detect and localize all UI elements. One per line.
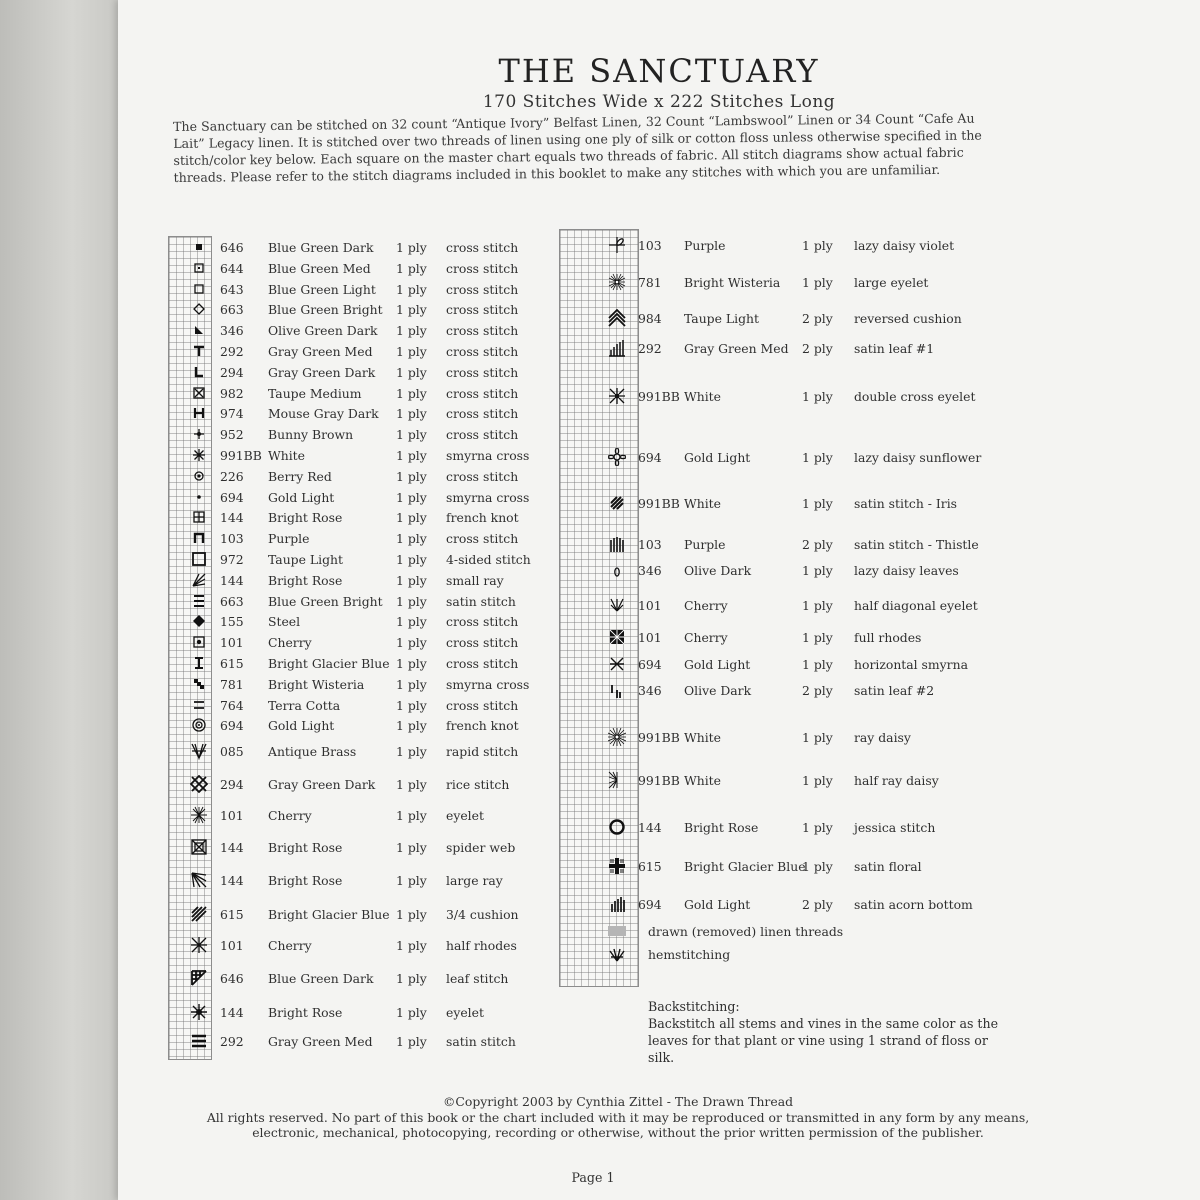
- t-shape-icon: [190, 342, 208, 360]
- key-stitch-type: smyrna cross: [446, 676, 530, 692]
- n-shape-icon: [190, 529, 208, 547]
- key-code: 781: [220, 676, 244, 692]
- key-ply: 1 ply: [396, 676, 427, 692]
- jessica-stitch-icon: [608, 818, 626, 836]
- x-box-icon: [190, 384, 208, 402]
- equals-icon: [190, 696, 208, 714]
- key-ply: 2 ply: [802, 683, 833, 698]
- key-stitch-type: cross stitch: [446, 697, 519, 713]
- key-stitch-type: cross stitch: [446, 240, 519, 255]
- page-number: Page 1: [571, 1170, 615, 1185]
- key-ply: 1 ply: [802, 820, 833, 835]
- intro-paragraph: The Sanctuary can be stitched on 32 count “Antique Ivory” Belfast Linen, 32 Count “Lambswool” Linen or 34 Count “Cafe Au Lait” Legacy linen. It is stitched over two threads of linen using one ply of silk or cotton floss unless otherwise specified in the stitch/color key below. Each square on the master chart equals two threads of fabric. All stitch diagrams show actual fabric threads. Please refer to the stitch diagrams included in this booklet to make any stitches with which you are unfamiliar.: [173, 110, 982, 185]
- key-ply: 1 ply: [396, 744, 427, 759]
- key-ply: 1 ply: [396, 777, 427, 792]
- copyright-block: [178, 1094, 1058, 1141]
- key-ply: 1 ply: [802, 275, 833, 290]
- key-ply: 1 ply: [396, 907, 427, 922]
- key-code: 292: [220, 344, 244, 359]
- cushion-icon: [190, 905, 208, 923]
- key-stitch-type: ray daisy: [854, 730, 911, 745]
- key-stitch-type: cross stitch: [446, 302, 519, 318]
- diamond-icon: [190, 300, 208, 318]
- key-ply: 1 ply: [396, 552, 427, 567]
- key-code: 694: [638, 897, 662, 912]
- key-color-name: Bright Glacier Blue: [684, 859, 806, 874]
- satin-iris-icon: [608, 494, 626, 512]
- key-color-name: Gold Light: [268, 489, 335, 505]
- satin-floral-icon: [608, 857, 626, 875]
- key-stitch-type: cross stitch: [446, 323, 519, 339]
- large-open-square-icon: [190, 550, 208, 568]
- ring-dot-icon: [190, 467, 208, 485]
- key-code: 346: [220, 323, 244, 339]
- key-code: 643: [220, 281, 244, 297]
- key-code: 292: [638, 341, 662, 356]
- plus-dot-icon: [190, 425, 208, 443]
- key-color-name: Gray Green Dark: [268, 364, 376, 380]
- key-stitch-type: cross stitch: [446, 385, 519, 401]
- key-color-name: Taupe Medium: [268, 385, 362, 401]
- small-ray-icon: [190, 571, 208, 589]
- key-ply: 1 ply: [802, 630, 833, 645]
- key-stitch-type: smyrna cross: [446, 489, 530, 505]
- key-color-name: White: [684, 773, 721, 788]
- key-stitch-type: cross stitch: [446, 531, 519, 547]
- spider-web-icon: [190, 838, 208, 856]
- key-code: 615: [220, 656, 244, 671]
- eyelet-icon: [190, 806, 208, 824]
- key-ply: 1 ply: [396, 364, 427, 380]
- right-key-grid: [559, 229, 639, 987]
- key-code: 103: [220, 531, 244, 547]
- key-color-name: Olive Dark: [684, 563, 752, 578]
- key-ply: 2 ply: [802, 311, 833, 326]
- key-ply: 1 ply: [802, 730, 833, 745]
- key-code: 646: [220, 240, 244, 255]
- key-stitch-type: smyrna cross: [446, 448, 530, 463]
- key-color-name: Purple: [684, 238, 726, 253]
- key-color-name: White: [684, 389, 721, 404]
- key-code: 615: [638, 859, 662, 874]
- key-color-name: Blue Green Bright: [268, 593, 383, 609]
- lazy-daisy-icon: [608, 236, 626, 254]
- key-code: 694: [638, 450, 662, 465]
- key-color-name: Cherry: [684, 630, 728, 645]
- key-code: 952: [220, 427, 244, 443]
- key-code: 294: [220, 364, 244, 380]
- key-color-name: Antique Brass: [268, 744, 357, 759]
- key-code: 764: [220, 697, 244, 713]
- key-code: 991BB: [638, 389, 680, 404]
- key-code: 346: [638, 683, 662, 698]
- key-ply: 1 ply: [802, 657, 833, 672]
- filled-diamond-icon: [190, 612, 208, 630]
- key-stitch-type: satin acorn bottom: [854, 897, 973, 912]
- key-ply: 2 ply: [802, 341, 833, 356]
- key-color-name: Gold Light: [268, 718, 335, 734]
- hemstitching-label: hemstitching: [648, 947, 731, 962]
- key-color-name: Cherry: [268, 808, 312, 823]
- key-color-name: Gray Green Med: [684, 341, 789, 356]
- key-ply: 2 ply: [802, 537, 833, 552]
- grid-dot-icon: [190, 508, 208, 526]
- key-code: 155: [220, 614, 244, 630]
- key-code: 991BB: [220, 448, 262, 463]
- key-stitch-type: french knot: [446, 718, 519, 734]
- key-color-name: Gold Light: [684, 657, 751, 672]
- i-beam-icon: [190, 654, 208, 672]
- key-stitch-type: small ray: [446, 572, 504, 588]
- key-stitch-type: half rhodes: [446, 938, 517, 953]
- half-rhodes-icon: [190, 936, 208, 954]
- booklet-page: [118, 0, 1200, 1200]
- key-color-name: White: [684, 730, 721, 745]
- diagonal-dots-icon: [190, 675, 208, 693]
- key-color-name: Bright Rose: [268, 840, 343, 855]
- key-code: 292: [220, 1034, 244, 1049]
- key-stitch-type: cross stitch: [446, 614, 519, 630]
- rights-text: All rights reserved. No part of this book or the chart included with it may be reproduced or transmitted in any form by any means, electronic, mechanical, photocopying, recording or otherwise, without the prior written permission of the publisher.: [206, 1109, 1030, 1140]
- key-code: 101: [638, 630, 662, 645]
- key-color-name: White: [268, 448, 305, 463]
- key-stitch-type: cross stitch: [446, 344, 519, 359]
- corner-triangle-icon: [190, 321, 208, 339]
- full-rhodes-icon: [608, 628, 626, 646]
- key-ply: 1 ply: [396, 656, 427, 671]
- key-color-name: Blue Green Dark: [268, 240, 374, 255]
- key-ply: 1 ply: [802, 450, 833, 465]
- key-stitch-type: cross stitch: [446, 468, 519, 484]
- key-code: 101: [220, 635, 244, 651]
- page-subtitle: 170 Stitches Wide x 222 Stitches Long: [482, 92, 836, 112]
- key-ply: 1 ply: [396, 406, 427, 422]
- lazy-daisy-leaves-icon: [608, 561, 626, 579]
- key-ply: 1 ply: [396, 572, 427, 588]
- key-code: 615: [220, 907, 244, 922]
- key-code: 101: [638, 598, 662, 613]
- key-code: 103: [638, 537, 662, 552]
- small-dot-icon: [190, 488, 208, 506]
- key-stitch-type: 3/4 cushion: [446, 907, 519, 922]
- key-code: 144: [220, 510, 244, 526]
- key-ply: 1 ply: [396, 323, 427, 339]
- key-ply: 1 ply: [802, 859, 833, 874]
- drawn-threads-swatch: [608, 926, 626, 936]
- ray-daisy-icon: [608, 728, 626, 746]
- key-color-name: Cherry: [684, 598, 728, 613]
- key-color-name: Gray Green Dark: [268, 777, 376, 792]
- key-ply: 1 ply: [396, 1005, 427, 1020]
- drawn-threads-label: drawn (removed) linen threads: [648, 924, 844, 939]
- key-stitch-type: cross stitch: [446, 635, 519, 651]
- key-color-name: Bright Wisteria: [684, 275, 781, 290]
- key-ply: 1 ply: [396, 448, 427, 463]
- key-color-name: Steel: [268, 614, 301, 630]
- key-stitch-type: satin stitch: [446, 593, 516, 609]
- key-stitch-type: jessica stitch: [854, 820, 936, 835]
- key-color-name: Bright Rose: [268, 572, 343, 588]
- backstitch-text: Backstitch all stems and vines in the same color as the leaves for that plant or vine using 1 strand of floss or silk.: [648, 1016, 999, 1065]
- book-spine-shadow: [0, 0, 120, 1200]
- key-code: 694: [220, 718, 244, 734]
- key-color-name: Blue Green Light: [268, 281, 376, 297]
- key-code: 144: [220, 840, 244, 855]
- key-color-name: Mouse Gray Dark: [268, 406, 379, 422]
- key-color-name: White: [684, 496, 721, 511]
- key-stitch-type: satin leaf #2: [854, 683, 935, 698]
- key-ply: 1 ply: [396, 427, 427, 443]
- key-ply: 1 ply: [802, 238, 833, 253]
- key-color-name: Olive Dark: [684, 683, 752, 698]
- target-icon: [190, 716, 208, 734]
- key-stitch-type: cross stitch: [446, 656, 519, 671]
- key-ply: 1 ply: [396, 840, 427, 855]
- key-stitch-type: cross stitch: [446, 406, 519, 422]
- asterisk-icon: [190, 446, 208, 464]
- key-code: 646: [220, 971, 244, 986]
- key-stitch-type: half diagonal eyelet: [854, 598, 978, 613]
- reversed-cushion-icon: [608, 309, 626, 327]
- key-ply: 1 ply: [802, 598, 833, 613]
- key-code: 101: [220, 938, 244, 953]
- key-ply: 1 ply: [396, 489, 427, 505]
- eyelet-dark-icon: [190, 1003, 208, 1021]
- key-color-name: Terra Cotta: [268, 697, 341, 713]
- key-code: 144: [638, 820, 662, 835]
- key-color-name: Blue Green Dark: [268, 971, 374, 986]
- l-shape-icon: [190, 363, 208, 381]
- half-diagonal-eyelet-icon: [608, 596, 626, 614]
- boxed-dot-icon: [190, 633, 208, 651]
- key-stitch-type: lazy daisy sunflower: [854, 450, 982, 465]
- key-code: 974: [220, 406, 244, 422]
- key-ply: 1 ply: [396, 938, 427, 953]
- filled-square-icon: [190, 238, 208, 256]
- key-code: 694: [220, 489, 244, 505]
- key-color-name: Bright Wisteria: [268, 676, 365, 692]
- key-color-name: Bunny Brown: [268, 427, 354, 443]
- key-code: 972: [220, 552, 244, 567]
- key-code: 781: [638, 275, 662, 290]
- key-ply: 1 ply: [802, 389, 833, 404]
- key-color-name: Bright Rose: [268, 1005, 343, 1020]
- key-color-name: Bright Glacier Blue: [268, 907, 390, 922]
- key-ply: 1 ply: [396, 971, 427, 986]
- key-color-name: Olive Green Dark: [268, 323, 378, 339]
- key-stitch-type: large ray: [446, 873, 503, 888]
- key-color-name: Cherry: [268, 938, 312, 953]
- key-ply: 1 ply: [802, 773, 833, 788]
- key-ply: 1 ply: [396, 873, 427, 888]
- key-color-name: Bright Glacier Blue: [268, 656, 390, 671]
- key-ply: 1 ply: [396, 593, 427, 609]
- key-stitch-type: french knot: [446, 510, 519, 526]
- key-stitch-type: lazy daisy leaves: [854, 563, 959, 578]
- key-stitch-type: satin stitch - Thistle: [854, 537, 979, 552]
- key-ply: 1 ply: [396, 635, 427, 651]
- key-code: 991BB: [638, 730, 680, 745]
- triple-bar-icon: [190, 592, 208, 610]
- key-ply: 1 ply: [396, 718, 427, 734]
- key-ply: 1 ply: [396, 1034, 427, 1049]
- square-dot-icon: [190, 259, 208, 277]
- key-ply: 1 ply: [802, 496, 833, 511]
- key-color-name: Gold Light: [684, 450, 751, 465]
- key-color-name: Taupe Light: [684, 311, 759, 326]
- key-stitch-type: reversed cushion: [854, 311, 962, 326]
- key-ply: 1 ply: [396, 468, 427, 484]
- key-code: 982: [220, 385, 244, 401]
- rice-stitch-icon: [190, 775, 208, 793]
- key-color-name: Blue Green Bright: [268, 302, 383, 318]
- key-ply: 1 ply: [802, 563, 833, 578]
- key-stitch-type: half ray daisy: [854, 773, 939, 788]
- key-color-name: Gray Green Med: [268, 344, 373, 359]
- key-code: 984: [638, 311, 662, 326]
- key-color-name: Berry Red: [268, 468, 332, 484]
- key-stitch-type: satin stitch: [446, 1034, 516, 1049]
- key-ply: 1 ply: [396, 808, 427, 823]
- copyright-line: ©Copyright 2003 by Cynthia Zittel - The Drawn Thread: [442, 1094, 794, 1109]
- half-ray-daisy-icon: [608, 771, 626, 789]
- hemstitching-icon: [608, 945, 626, 966]
- satin-bars-icon: [190, 1032, 208, 1050]
- key-stitch-type: eyelet: [446, 808, 484, 823]
- double-cross-eyelet-icon: [608, 387, 626, 405]
- satin-thistle-icon: [608, 535, 626, 553]
- key-ply: 1 ply: [396, 302, 427, 318]
- key-ply: 1 ply: [396, 281, 427, 297]
- key-stitch-type: cross stitch: [446, 364, 519, 380]
- key-color-name: Bright Rose: [268, 873, 343, 888]
- key-ply: 1 ply: [396, 344, 427, 359]
- key-color-name: Taupe Light: [268, 552, 343, 567]
- large-ray-icon: [190, 871, 208, 889]
- key-code: 144: [220, 873, 244, 888]
- key-code: 294: [220, 777, 244, 792]
- key-stitch-type: double cross eyelet: [854, 389, 976, 404]
- satin-leaf-2-icon: [608, 681, 626, 699]
- key-stitch-type: lazy daisy violet: [854, 238, 955, 253]
- key-stitch-type: cross stitch: [446, 427, 519, 443]
- key-stitch-type: spider web: [446, 840, 516, 855]
- key-code: 663: [220, 302, 244, 318]
- rapid-stitch-icon: [190, 742, 208, 760]
- backstitch-heading: Backstitching:: [648, 999, 740, 1014]
- key-stitch-type: large eyelet: [854, 275, 929, 290]
- key-stitch-type: rice stitch: [446, 777, 510, 792]
- key-code: 144: [220, 1005, 244, 1020]
- lazy-daisy-sunflower-icon: [608, 448, 626, 466]
- key-stitch-type: satin stitch - Iris: [854, 496, 958, 511]
- leaf-stitch-icon: [190, 969, 208, 987]
- key-color-name: Gold Light: [684, 897, 751, 912]
- backstitch-note: [648, 998, 1018, 1066]
- satin-acorn-icon: [608, 895, 626, 913]
- satin-leaf-icon: [608, 339, 626, 357]
- key-color-name: Gray Green Med: [268, 1034, 373, 1049]
- key-stitch-type: cross stitch: [446, 281, 519, 297]
- key-stitch-type: satin floral: [854, 859, 922, 874]
- key-code: 103: [638, 238, 662, 253]
- key-ply: 1 ply: [396, 385, 427, 401]
- open-square-icon: [190, 280, 208, 298]
- key-code: 991BB: [638, 773, 680, 788]
- key-ply: 1 ply: [396, 510, 427, 526]
- horizontal-smyrna-icon: [608, 655, 626, 673]
- key-code: 663: [220, 593, 244, 609]
- key-color-name: Blue Green Med: [268, 260, 371, 276]
- key-code: 226: [220, 468, 244, 484]
- key-color-name: Cherry: [268, 635, 312, 651]
- key-ply: 1 ply: [396, 614, 427, 630]
- key-code: 346: [638, 563, 662, 578]
- key-ply: 2 ply: [802, 897, 833, 912]
- key-color-name: Purple: [268, 531, 310, 547]
- h-shape-icon: [190, 404, 208, 422]
- key-color-name: Bright Rose: [268, 510, 343, 526]
- key-ply: 1 ply: [396, 240, 427, 255]
- page-title: THE SANCTUARY: [498, 52, 820, 90]
- key-stitch-type: 4-sided stitch: [446, 552, 531, 567]
- key-stitch-type: leaf stitch: [446, 971, 509, 986]
- key-ply: 1 ply: [396, 531, 427, 547]
- key-stitch-type: cross stitch: [446, 260, 519, 276]
- key-code: 991BB: [638, 496, 680, 511]
- key-code: 644: [220, 260, 244, 276]
- key-code: 694: [638, 657, 662, 672]
- key-code: 101: [220, 808, 244, 823]
- large-eyelet-icon: [608, 273, 626, 291]
- key-code: 085: [220, 744, 244, 759]
- key-ply: 1 ply: [396, 697, 427, 713]
- key-ply: 1 ply: [396, 260, 427, 276]
- key-stitch-type: full rhodes: [854, 630, 922, 645]
- key-color-name: Purple: [684, 537, 726, 552]
- key-stitch-type: horizontal smyrna: [854, 657, 968, 672]
- key-stitch-type: satin leaf #1: [854, 341, 935, 356]
- key-stitch-type: rapid stitch: [446, 744, 519, 759]
- key-color-name: Bright Rose: [684, 820, 759, 835]
- key-stitch-type: eyelet: [446, 1005, 484, 1020]
- key-code: 144: [220, 572, 244, 588]
